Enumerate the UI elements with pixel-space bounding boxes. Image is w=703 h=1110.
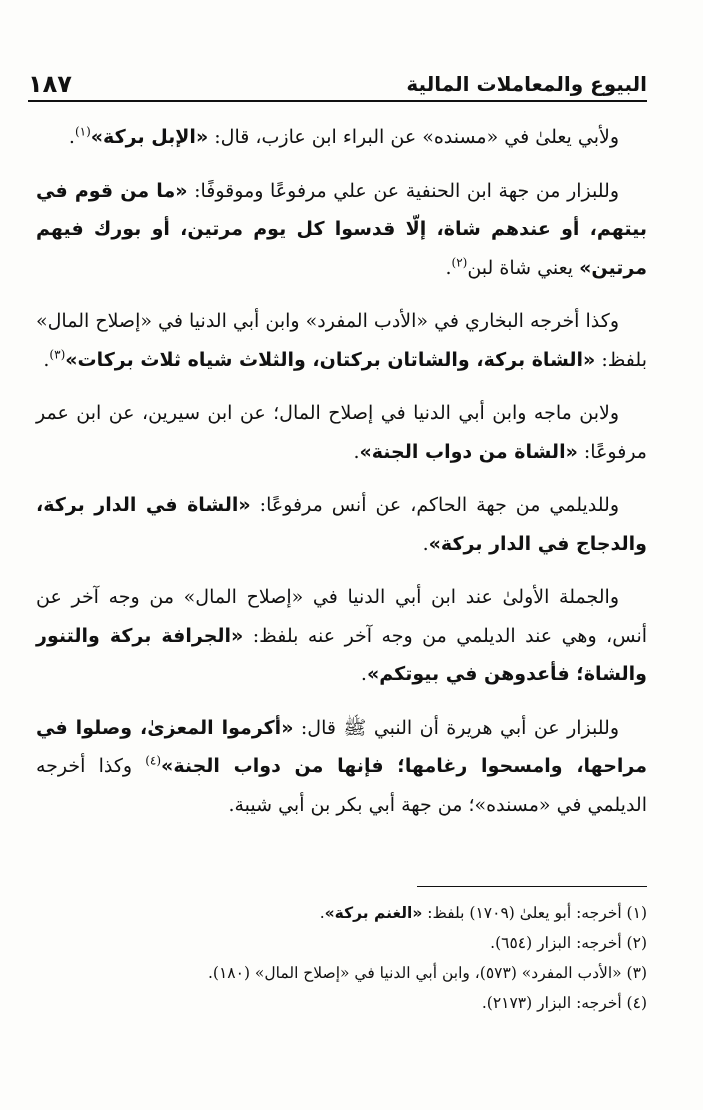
footnote	[60, 928, 647, 958]
footnote-text: (٣) «الأدب المفرد» (٥٧٣)، وابن أبي الدنيا في «إصلاح المال» (١٨٠).	[207, 964, 647, 982]
paragraph-text: والجملة الأولىٰ عند ابن أبي الدنيا في «إصلاح المال» من وجه آخر عن أنس، وهي عند الديلمي من وجه آخر عنه بلفظ:	[36, 586, 648, 647]
paragraph-text: وللبزار من جهة ابن الحنفية عن علي مرفوعًا وموقوفًا:	[187, 179, 619, 202]
paragraph-text: .	[43, 348, 50, 371]
footnote	[60, 958, 647, 988]
footnote-divider	[417, 886, 647, 887]
running-title: البيوع والمعاملات المالية	[406, 72, 647, 96]
hadith-quote: «أكرموا المعزىٰ، وصلوا في مراحها، وامسحوا رغامها؛ فإنها من دواب الجنة»	[36, 716, 647, 777]
hadith-quote: «الإبل بركة»	[90, 126, 209, 148]
footnote-quote: «الغنم بركة»	[324, 904, 423, 922]
hadith-quote: «الجرافة بركة والتنور والشاة؛ فأعدوهن في بيوتكم»	[36, 624, 647, 685]
footnote	[60, 898, 647, 928]
footnote-text: .	[319, 904, 325, 922]
hadith-quote: «الشاة بركة، والشاتان بركتان، والثلاث شياه ثلاث بركات»	[65, 348, 596, 371]
paragraph	[36, 486, 647, 563]
main-text	[36, 118, 647, 839]
footnote-ref: (١)	[74, 124, 91, 139]
paragraph-text: وكذا أخرجه البخاري في «الأدب المفرد» وابن أبي الدنيا في «إصلاح المال» بلفظ:	[36, 310, 647, 371]
footnote-ref: (٢)	[451, 255, 468, 270]
paragraph	[36, 394, 647, 471]
paragraph-text: وللديلمي من جهة الحاكم، عن أنس مرفوعًا:	[250, 494, 619, 516]
paragraph-text: .	[422, 532, 429, 555]
footnote-text: (٤) أخرجه: البزار (٢١٧٣).	[481, 994, 647, 1012]
footnote	[60, 988, 647, 1018]
hadith-quote: «الشاة من دواب الجنة»	[359, 440, 578, 463]
paragraph-text: ولابن ماجه وابن أبي الدنيا في إصلاح المال؛ عن ابن سيرين، عن ابن عمر مرفوعًا:	[36, 402, 647, 463]
footnote-text: (١) أخرجه: أبو يعلىٰ (١٧٠٩) بلفظ:	[422, 904, 647, 922]
paragraph	[36, 302, 647, 379]
footnotes	[60, 898, 647, 1018]
page-header	[28, 62, 647, 102]
paragraph-text: .	[353, 440, 360, 463]
paragraph	[36, 118, 647, 157]
page-number: ١٨٧	[28, 70, 72, 98]
paragraph-text: .	[68, 126, 75, 148]
hadith-quote: «الشاة في الدار بركة، والدجاج في الدار بركة»	[36, 494, 647, 555]
paragraph-text: .	[445, 256, 452, 279]
paragraph-text: .	[360, 663, 367, 685]
paragraph	[36, 709, 647, 825]
paragraph-text: يعني شاة لبن	[467, 256, 580, 279]
paragraph-text: وللبزار عن أبي هريرة أن النبي ﷺ قال:	[293, 716, 619, 739]
paragraph-text: وكذا أخرجه الديلمي في «مسنده»؛ من جهة أبي بكر بن أبي شيبة.	[36, 755, 647, 816]
footnote-text: (٢) أخرجه: البزار (٦٥٤).	[490, 934, 647, 952]
paragraph	[36, 578, 647, 694]
footnote-ref: (٣)	[49, 347, 66, 362]
paragraph	[36, 172, 647, 288]
paragraph-text: ولأبي يعلىٰ في «مسنده» عن البراء ابن عازب، قال:	[208, 126, 619, 148]
hadith-quote: «ما من قوم في بيتهم، أو عندهم شاة، إلّا قدسوا كل يوم مرتين، أو بورك فيهم مرتين»	[36, 179, 647, 279]
footnote-ref: (٤)	[145, 753, 162, 768]
